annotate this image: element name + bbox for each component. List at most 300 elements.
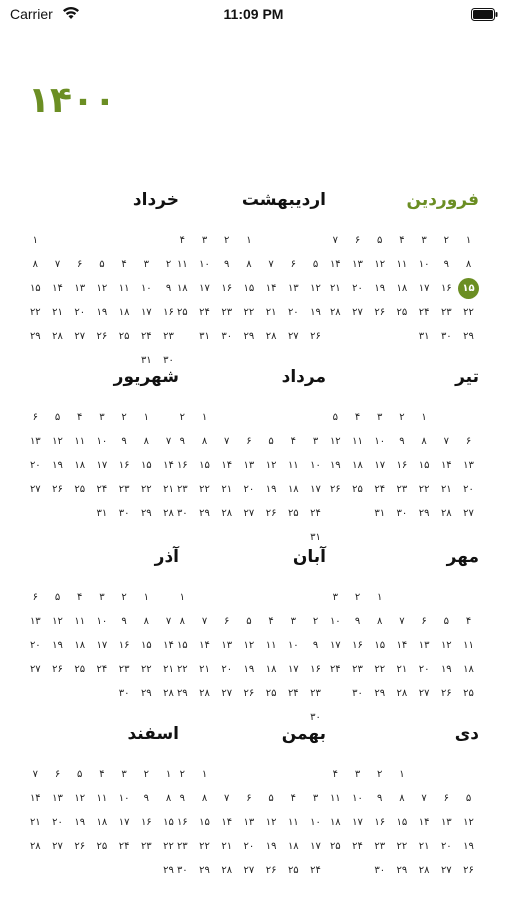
day-cell[interactable]: ۲۲ xyxy=(163,841,174,852)
day-cell[interactable]: ۲۵ xyxy=(265,688,277,699)
day-cell[interactable]: ۱۱ xyxy=(74,616,86,627)
day-cell[interactable]: ۱۱ xyxy=(118,283,130,294)
day-cell[interactable]: ۱ xyxy=(165,769,172,780)
day-cell[interactable]: ۹ xyxy=(224,259,230,270)
day-cell[interactable]: ۹ xyxy=(179,793,185,804)
day-cell[interactable]: ۹ xyxy=(121,436,127,447)
day-cell[interactable]: ۵ xyxy=(77,769,83,780)
day-cell[interactable]: ۲۲ xyxy=(29,307,41,318)
day-cell[interactable]: ۳ xyxy=(99,592,105,603)
day-cell[interactable]: ۲۳ xyxy=(140,841,152,852)
day-cell[interactable]: ۲۰ xyxy=(221,664,233,675)
day-cell[interactable]: ۱۶ xyxy=(118,640,130,651)
day-cell[interactable]: ۱۶ xyxy=(140,817,152,828)
day-cell[interactable]: ۳ xyxy=(354,769,361,780)
day-cell[interactable]: ۱۸ xyxy=(74,640,86,651)
day-cell[interactable]: ۱۲ xyxy=(265,817,277,828)
day-cell[interactable]: ۸ xyxy=(201,436,208,447)
day-cell[interactable]: ۱۴ xyxy=(329,259,341,270)
day-cell[interactable]: ۴ xyxy=(290,793,296,804)
day-cell[interactable]: ۲۰ xyxy=(29,460,41,471)
day-cell[interactable]: ۲۱ xyxy=(199,664,210,675)
day-cell[interactable]: ۱۵ xyxy=(396,817,408,828)
day-cell[interactable]: ۲۳ xyxy=(352,664,363,675)
day-cell[interactable]: ۱۱ xyxy=(352,436,363,447)
day-cell[interactable]: ۱۵ xyxy=(29,283,41,294)
day-cell[interactable]: ۲۲ xyxy=(374,664,386,675)
day-cell[interactable]: ۲۹ xyxy=(418,508,430,519)
day-cell[interactable]: ۲۱ xyxy=(396,664,408,675)
day-cell[interactable]: ۲۶ xyxy=(329,484,341,495)
day-cell[interactable]: ۲۰ xyxy=(243,484,255,495)
day-cell[interactable]: ۱۴ xyxy=(265,283,277,294)
day-cell[interactable]: ۲۶ xyxy=(52,484,63,495)
day-cell[interactable]: ۱۵ xyxy=(176,640,188,651)
day-cell[interactable]: ۲۷ xyxy=(29,484,41,495)
day-cell[interactable]: ۱۴ xyxy=(199,640,210,651)
day-cell[interactable]: ۱۸ xyxy=(96,817,108,828)
day-cell[interactable]: ۵ xyxy=(377,235,383,246)
day-cell[interactable]: ۳ xyxy=(332,592,338,603)
day-cell[interactable]: ۱۸ xyxy=(352,460,363,471)
day-cell[interactable]: ۱۴ xyxy=(163,640,174,651)
day-cell[interactable]: ۶ xyxy=(54,769,61,780)
day-cell[interactable]: ۲۵ xyxy=(352,484,363,495)
day-cell[interactable]: ۱۱ xyxy=(287,460,299,471)
day-cell[interactable]: ۱۳ xyxy=(243,460,255,471)
day-cell[interactable]: ۱۰ xyxy=(96,436,108,447)
day-cell[interactable]: ۱۳ xyxy=(74,283,86,294)
day-cell[interactable]: ۱۸ xyxy=(463,664,474,675)
day-cell[interactable]: ۸ xyxy=(179,616,185,627)
day-cell[interactable]: ۱۵ xyxy=(199,817,210,828)
day-cell[interactable]: ۲۱ xyxy=(440,484,452,495)
day-cell[interactable]: ۵ xyxy=(465,793,472,804)
day-cell[interactable]: ۱۶ xyxy=(374,817,386,828)
day-cell[interactable]: ۸ xyxy=(165,793,172,804)
day-cell[interactable]: ۱ xyxy=(246,235,252,246)
day-cell[interactable]: ۳ xyxy=(121,769,127,780)
day-cell[interactable]: ۲۴ xyxy=(374,484,386,495)
day-cell[interactable]: ۱۲ xyxy=(243,640,255,651)
day-cell[interactable]: ۱۳ xyxy=(243,817,255,828)
day-cell[interactable]: ۲۴ xyxy=(329,664,341,675)
day-cell[interactable]: ۱۴ xyxy=(221,817,233,828)
day-cell[interactable]: ۱۳ xyxy=(221,640,233,651)
day-cell[interactable]: ۲۵ xyxy=(287,865,299,876)
day-cell[interactable]: ۷ xyxy=(54,259,61,270)
day-cell[interactable]: ۳ xyxy=(201,235,208,246)
day-cell[interactable]: ۱۵ xyxy=(163,817,174,828)
day-cell[interactable]: ۴ xyxy=(332,769,338,780)
day-cell[interactable]: ۷ xyxy=(201,616,208,627)
day-cell[interactable]: ۱۵ xyxy=(199,460,210,471)
day-cell[interactable]: ۳۰ xyxy=(118,508,130,519)
day-cell[interactable]: ۱۵ xyxy=(140,640,152,651)
day-cell[interactable]: ۲۴ xyxy=(310,508,321,519)
day-cell[interactable]: ۴ xyxy=(399,235,405,246)
day-cell[interactable]: ۲۲ xyxy=(243,307,255,318)
day-cell[interactable]: ۷ xyxy=(443,436,449,447)
day-cell[interactable]: ۲۳ xyxy=(118,484,130,495)
day-cell[interactable]: ۱ xyxy=(201,769,208,780)
day-cell[interactable]: ۱ xyxy=(143,592,149,603)
day-cell[interactable]: ۲۹ xyxy=(463,331,474,342)
day-cell[interactable]: ۵ xyxy=(312,259,319,270)
day-cell[interactable]: ۲۶ xyxy=(96,331,108,342)
day-cell[interactable]: ۱۲ xyxy=(440,640,452,651)
day-cell[interactable]: ۲ xyxy=(224,235,230,246)
day-cell[interactable]: ۱۲ xyxy=(374,259,386,270)
day-cell[interactable]: ۲۷ xyxy=(418,688,430,699)
day-cell[interactable]: ۲۹ xyxy=(140,688,152,699)
day-cell[interactable]: ۲۱ xyxy=(221,841,233,852)
day-cell[interactable]: ۱۱ xyxy=(396,259,408,270)
day-cell[interactable]: ۲۶ xyxy=(243,688,255,699)
day-cell[interactable]: ۲۲ xyxy=(396,841,408,852)
day-cell[interactable]: ۱۳ xyxy=(352,259,363,270)
day-cell[interactable]: ۱۴ xyxy=(418,817,430,828)
day-cell[interactable]: ۲۸ xyxy=(199,688,210,699)
day-cell[interactable]: ۱ xyxy=(465,235,472,246)
day-cell[interactable]: ۲۷ xyxy=(221,688,233,699)
day-cell[interactable]: ۲۷ xyxy=(243,865,255,876)
day-cell[interactable]: ۱۵ xyxy=(418,460,430,471)
day-cell[interactable]: ۳ xyxy=(312,436,319,447)
day-cell[interactable]: ۲۶ xyxy=(374,307,386,318)
day-cell[interactable]: ۸ xyxy=(246,259,252,270)
day-cell[interactable]: ۴ xyxy=(268,616,274,627)
day-cell[interactable]: ۶ xyxy=(246,793,252,804)
day-cell[interactable]: ۳۱ xyxy=(140,355,152,366)
day-cell[interactable]: ۱۲ xyxy=(310,283,321,294)
day-cell[interactable]: ۱۲ xyxy=(52,436,63,447)
day-cell[interactable]: ۴ xyxy=(99,769,105,780)
day-cell[interactable]: ۲۱ xyxy=(265,307,277,318)
day-cell[interactable]: ۱۰ xyxy=(374,436,386,447)
day-cell[interactable]: ۸ xyxy=(399,793,405,804)
day-cell[interactable]: ۲۴ xyxy=(352,841,363,852)
day-cell[interactable]: ۲۴ xyxy=(418,307,430,318)
day-cell[interactable]: ۱۹ xyxy=(96,307,108,318)
day-cell[interactable]: ۴ xyxy=(121,259,127,270)
day-cell[interactable]: ۲۹ xyxy=(243,331,255,342)
day-cell[interactable]: ۲۶ xyxy=(265,865,277,876)
day-cell[interactable]: ۱۹ xyxy=(265,841,277,852)
day-cell[interactable]: ۵ xyxy=(99,259,105,270)
day-cell[interactable]: ۲۸ xyxy=(163,508,174,519)
day-cell[interactable]: ۲۷ xyxy=(52,841,63,852)
day-cell[interactable]: ۹ xyxy=(443,259,449,270)
day-cell[interactable]: ۲۸ xyxy=(221,865,233,876)
day-cell[interactable]: ۱۶ xyxy=(118,460,130,471)
day-cell[interactable]: ۲ xyxy=(312,616,319,627)
day-cell[interactable]: ۱۰ xyxy=(199,259,210,270)
day-cell[interactable]: ۱۳ xyxy=(418,640,430,651)
day-cell[interactable]: ۱۳ xyxy=(287,283,299,294)
day-cell[interactable]: ۷ xyxy=(268,259,274,270)
day-cell[interactable]: ۲۰ xyxy=(52,817,63,828)
day-cell[interactable]: ۴ xyxy=(77,412,83,423)
day-cell[interactable]: ۳ xyxy=(377,412,383,423)
day-cell[interactable]: ۵ xyxy=(268,436,274,447)
day-cell[interactable]: ۹ xyxy=(121,616,127,627)
day-cell[interactable]: ۱ xyxy=(399,769,405,780)
day-cell[interactable]: ۲۰ xyxy=(287,307,299,318)
day-cell[interactable]: ۱۹ xyxy=(265,484,277,495)
day-cell[interactable]: ۱۸ xyxy=(265,664,277,675)
day-cell[interactable]: ۲۶ xyxy=(463,865,474,876)
day-cell[interactable]: ۳۰ xyxy=(310,712,321,723)
day-cell[interactable]: ۵ xyxy=(54,592,61,603)
day-cell[interactable]: ۲۵ xyxy=(396,307,408,318)
day-cell[interactable]: ۲۹ xyxy=(199,865,210,876)
day-cell[interactable]: ۳۰ xyxy=(396,508,408,519)
day-cell[interactable]: ۲۶ xyxy=(52,664,63,675)
day-cell[interactable]: ۳ xyxy=(312,793,319,804)
day-cell[interactable]: ۱ xyxy=(201,412,208,423)
day-cell[interactable]: ۱۴ xyxy=(163,460,174,471)
day-cell[interactable]: ۱۱ xyxy=(329,793,341,804)
day-cell[interactable]: ۶ xyxy=(246,436,252,447)
day-cell[interactable]: ۱۸ xyxy=(287,484,299,495)
day-cell[interactable]: ۲۳ xyxy=(118,664,130,675)
day-cell[interactable]: ۲۹ xyxy=(163,865,174,876)
day-cell[interactable]: ۶ xyxy=(224,616,230,627)
day-cell[interactable]: ۲۹ xyxy=(29,331,41,342)
day-cell[interactable]: ۱۶ xyxy=(440,283,452,294)
day-cell[interactable]: ۵ xyxy=(54,412,61,423)
day-cell[interactable]: ۴ xyxy=(179,235,185,246)
day-cell[interactable]: ۱۰ xyxy=(418,259,430,270)
day-cell[interactable]: ۷ xyxy=(32,769,38,780)
day-cell[interactable]: ۲۵ xyxy=(176,307,188,318)
day-cell[interactable]: ۱۱ xyxy=(96,793,108,804)
day-cell[interactable]: ۱۹ xyxy=(329,460,341,471)
day-cell[interactable]: ۱۳ xyxy=(29,436,41,447)
day-cell[interactable]: ۲۹ xyxy=(176,688,188,699)
day-cell[interactable]: ۸ xyxy=(143,436,149,447)
day-cell[interactable]: ۲۳ xyxy=(440,307,452,318)
day-cell[interactable]: ۳۱ xyxy=(418,331,430,342)
day-cell[interactable]: ۱۷ xyxy=(374,460,386,471)
day-cell[interactable]: ۱۰ xyxy=(118,793,130,804)
day-cell[interactable]: ۹ xyxy=(377,793,383,804)
day-cell[interactable]: ۱۴ xyxy=(396,640,408,651)
day-cell[interactable]: ۳۱ xyxy=(199,331,210,342)
day-cell[interactable]: ۲۷ xyxy=(29,664,41,675)
day-cell[interactable]: ۱۰ xyxy=(310,817,321,828)
day-cell[interactable]: ۲۳ xyxy=(221,307,233,318)
day-cell[interactable]: ۲۷ xyxy=(243,508,255,519)
day-cell[interactable]: ۲۲ xyxy=(140,664,152,675)
day-cell[interactable]: ۲۲ xyxy=(140,484,152,495)
day-cell[interactable]: ۹ xyxy=(143,793,149,804)
day-cell[interactable]: ۲۹ xyxy=(374,688,386,699)
day-cell[interactable]: ۲۴ xyxy=(96,664,108,675)
day-cell[interactable]: ۶ xyxy=(354,235,361,246)
day-cell[interactable]: ۲۰ xyxy=(243,841,255,852)
day-cell[interactable]: ۱۲ xyxy=(329,436,341,447)
day-cell[interactable]: ۱۶ xyxy=(352,640,363,651)
day-cell[interactable]: ۵ xyxy=(443,616,449,627)
day-cell[interactable]: ۲۴ xyxy=(140,331,152,342)
day-cell[interactable]: ۱۰ xyxy=(140,283,152,294)
day-cell[interactable]: ۲۰ xyxy=(29,640,41,651)
day-cell[interactable]: ۱۸ xyxy=(74,460,86,471)
day-cell[interactable]: ۲۲ xyxy=(418,484,430,495)
day-cell[interactable]: ۸ xyxy=(377,616,383,627)
day-cell[interactable]: ۳ xyxy=(143,259,149,270)
day-cell[interactable]: ۸ xyxy=(32,259,38,270)
day-cell[interactable]: ۲۲ xyxy=(199,484,210,495)
day-cell[interactable]: ۳۰ xyxy=(352,688,363,699)
day-cell[interactable]: ۶ xyxy=(465,436,472,447)
day-cell[interactable]: ۸ xyxy=(143,616,149,627)
day-cell[interactable]: ۳۰ xyxy=(163,355,174,366)
day-cell[interactable]: ۴ xyxy=(465,616,472,627)
day-cell[interactable]: ۱۱ xyxy=(265,640,277,651)
day-cell[interactable]: ۱۷ xyxy=(329,640,341,651)
day-cell[interactable]: ۱۹ xyxy=(463,841,474,852)
day-cell[interactable]: ۳۱ xyxy=(96,508,108,519)
day-cell[interactable]: ۲ xyxy=(165,259,172,270)
day-cell[interactable]: ۲۹ xyxy=(140,508,152,519)
day-cell[interactable]: ۲۵ xyxy=(118,331,130,342)
day-cell[interactable]: ۱۹ xyxy=(374,283,386,294)
day-cell[interactable]: ۱۵ xyxy=(140,460,152,471)
day-cell[interactable]: ۲۷ xyxy=(74,331,86,342)
day-cell[interactable]: ۲ xyxy=(443,235,449,246)
day-cell[interactable]: ۴ xyxy=(290,436,296,447)
day-cell[interactable]: ۱۰ xyxy=(287,640,299,651)
day-cell[interactable]: ۱۲ xyxy=(74,793,86,804)
day-cell[interactable]: ۴ xyxy=(77,592,83,603)
day-cell[interactable]: ۲۷ xyxy=(287,331,299,342)
day-cell[interactable]: ۱۰ xyxy=(310,460,321,471)
day-cell[interactable]: ۱۸ xyxy=(329,817,341,828)
day-cell[interactable]: ۱۳ xyxy=(440,817,452,828)
day-cell[interactable]: ۲۲ xyxy=(463,307,474,318)
day-cell[interactable]: ۲۸ xyxy=(440,508,452,519)
day-cell[interactable]: ۷ xyxy=(399,616,405,627)
day-cell[interactable]: ۱۱ xyxy=(74,436,86,447)
day-cell[interactable]: ۲۵ xyxy=(287,508,299,519)
day-cell[interactable]: ۱۵ xyxy=(374,640,386,651)
day-cell[interactable]: ۱۴ xyxy=(29,793,41,804)
day-cell[interactable]: ۱۲ xyxy=(265,460,277,471)
day-cell[interactable]: ۱۶ xyxy=(396,460,408,471)
day-cell[interactable]: ۲۰ xyxy=(440,841,452,852)
day-cell[interactable]: ۳ xyxy=(421,235,427,246)
day-cell[interactable]: ۲۱ xyxy=(52,307,63,318)
day-cell[interactable]: ۷ xyxy=(165,616,172,627)
day-cell[interactable]: ۵ xyxy=(246,616,252,627)
day-cell[interactable]: ۱۷ xyxy=(352,817,363,828)
day-cell[interactable]: ۹ xyxy=(179,436,185,447)
day-cell[interactable]: ۲ xyxy=(377,769,383,780)
day-cell[interactable]: ۲۵ xyxy=(463,688,474,699)
day-cell[interactable]: ۱۸ xyxy=(396,283,408,294)
day-cell[interactable]: ۲۸ xyxy=(29,841,41,852)
day-cell[interactable]: ۲۷ xyxy=(463,508,474,519)
day-cell[interactable]: ۱۲ xyxy=(463,817,474,828)
day-cell[interactable]: ۲ xyxy=(179,412,185,423)
day-cell[interactable]: ۲۸ xyxy=(163,688,174,699)
day-cell[interactable]: ۲۵ xyxy=(74,664,86,675)
day-cell[interactable]: ۲۴ xyxy=(118,841,130,852)
day-cell[interactable]: ۲۸ xyxy=(418,865,430,876)
day-cell[interactable]: ۱۸ xyxy=(287,841,299,852)
day-cell[interactable]: ۷ xyxy=(224,436,230,447)
day-cell[interactable]: ۱ xyxy=(32,235,38,246)
day-cell[interactable]: ۸ xyxy=(201,793,208,804)
day-cell[interactable]: ۲۵ xyxy=(329,841,341,852)
day-cell[interactable]: ۱۸ xyxy=(176,283,188,294)
day-cell[interactable]: ۲۴ xyxy=(96,484,108,495)
day-cell[interactable]: ۶ xyxy=(443,793,449,804)
day-cell[interactable]: ۲۳ xyxy=(310,688,321,699)
day-cell[interactable]: ۲۵ xyxy=(74,484,86,495)
day-cell[interactable]: ۱۱ xyxy=(463,640,474,651)
day-cell[interactable]: ۱۴ xyxy=(440,460,452,471)
day-cell[interactable]: ۱۸ xyxy=(118,307,130,318)
day-cell[interactable]: ۱۳ xyxy=(29,616,41,627)
day-cell[interactable]: ۱۱ xyxy=(176,259,188,270)
today-marker[interactable]: ۱۵ xyxy=(458,278,479,299)
day-cell[interactable]: ۱۲ xyxy=(52,616,63,627)
day-cell[interactable]: ۹ xyxy=(165,283,172,294)
day-cell[interactable]: ۶ xyxy=(421,616,427,627)
day-cell[interactable]: ۱۷ xyxy=(310,484,321,495)
day-cell[interactable]: ۲ xyxy=(143,769,149,780)
day-cell[interactable]: ۶ xyxy=(77,259,83,270)
day-cell[interactable]: ۳۰ xyxy=(176,865,188,876)
day-cell[interactable]: ۱۷ xyxy=(310,841,321,852)
day-cell[interactable]: ۷ xyxy=(224,793,230,804)
day-cell[interactable]: ۱۹ xyxy=(52,640,63,651)
day-cell[interactable]: ۲۰ xyxy=(418,664,430,675)
day-cell[interactable]: ۳۱ xyxy=(374,508,386,519)
day-cell[interactable]: ۲۰ xyxy=(74,307,86,318)
day-cell[interactable]: ۲۵ xyxy=(96,841,108,852)
day-cell[interactable]: ۱۷ xyxy=(140,307,152,318)
day-cell[interactable]: ۲ xyxy=(399,412,405,423)
day-cell[interactable]: ۲۶ xyxy=(310,331,321,342)
day-cell[interactable]: ۲ xyxy=(121,592,127,603)
day-cell[interactable]: ۲۸ xyxy=(265,331,277,342)
day-cell[interactable]: ۳۰ xyxy=(176,508,188,519)
day-cell[interactable]: ۲۰ xyxy=(352,283,363,294)
day-cell[interactable]: ۶ xyxy=(32,412,38,423)
day-cell[interactable]: ۹ xyxy=(354,616,361,627)
day-cell[interactable]: ۳ xyxy=(290,616,296,627)
day-cell[interactable]: ۳۰ xyxy=(374,865,386,876)
day-cell[interactable]: ۲۹ xyxy=(199,508,210,519)
day-cell[interactable]: ۲۴ xyxy=(287,688,299,699)
day-cell[interactable]: ۱۴ xyxy=(221,460,233,471)
day-cell[interactable]: ۸ xyxy=(421,436,427,447)
day-cell[interactable]: ۱ xyxy=(377,592,383,603)
day-cell[interactable]: ۷ xyxy=(421,793,427,804)
day-cell[interactable]: ۲۶ xyxy=(74,841,86,852)
day-cell[interactable]: ۲۶ xyxy=(440,688,452,699)
day-cell[interactable]: ۳۰ xyxy=(118,688,130,699)
day-cell[interactable]: ۱۴ xyxy=(52,283,63,294)
day-cell[interactable]: ۱۲ xyxy=(96,283,108,294)
day-cell[interactable]: ۲۳ xyxy=(374,841,386,852)
day-cell[interactable]: ۱۳ xyxy=(52,793,63,804)
